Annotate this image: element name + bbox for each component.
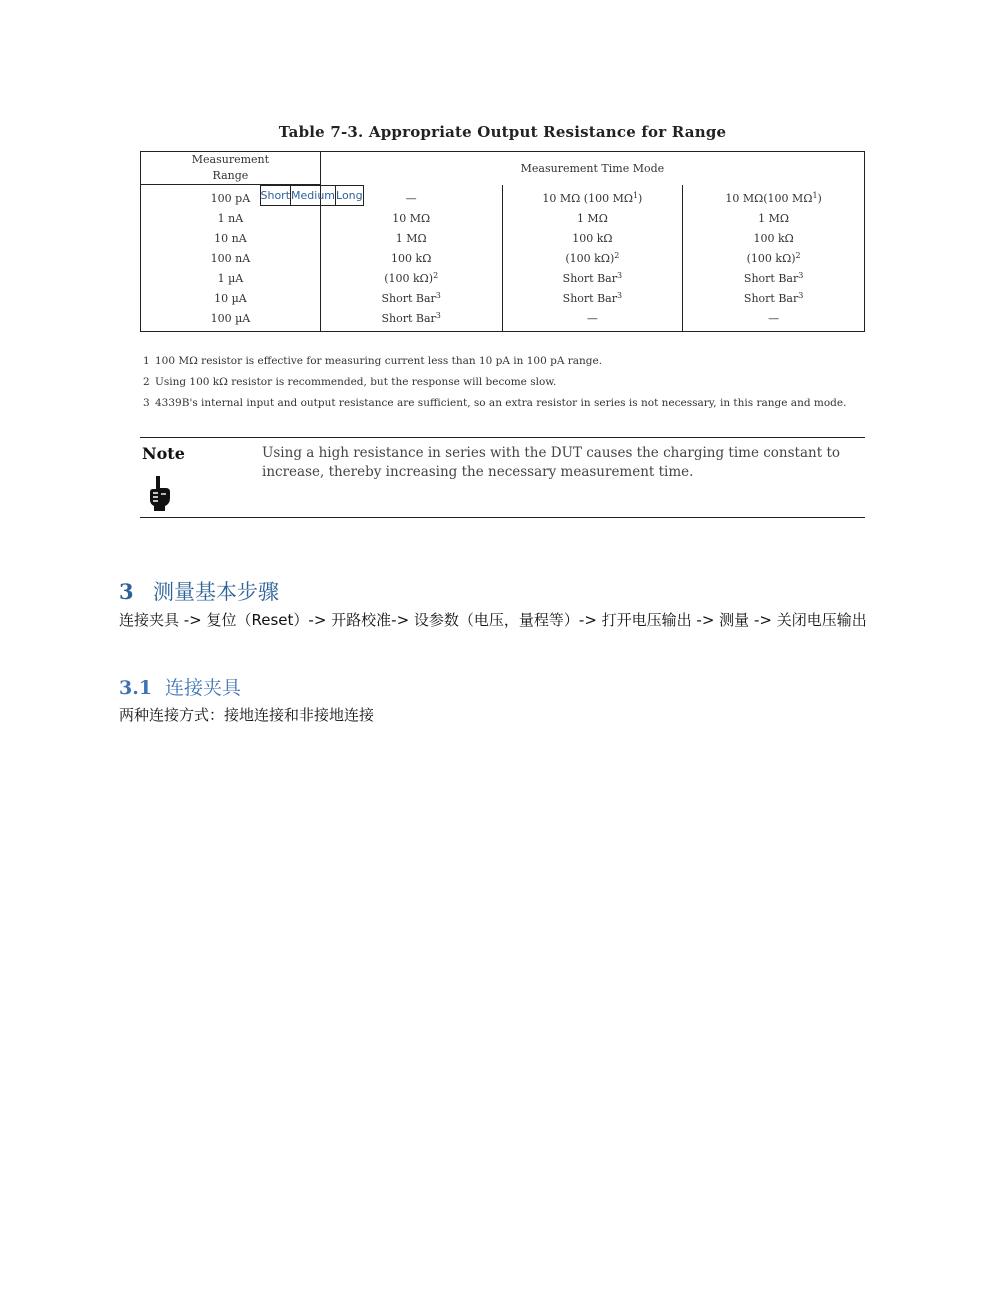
cell-short: 1 MΩ [320, 229, 502, 249]
table-body [141, 185, 865, 332]
section-title: 连接夹具 [165, 677, 242, 699]
table-caption: Table 7-3. Appropriate Output Resistance for Range [278, 123, 727, 141]
note-box [140, 437, 865, 518]
note-label: Note [142, 444, 185, 463]
table-row [141, 185, 865, 210]
cell-short: (100 kΩ)$^2$ [320, 269, 502, 289]
cell-medium: Short Bar$^3$ [502, 289, 683, 309]
cell-short: 10 MΩ [320, 209, 502, 229]
cell-medium: — [502, 309, 683, 332]
resistance-table [140, 151, 865, 332]
cell-long: Short Bar$^3$ [683, 289, 865, 309]
header-measurement-range: Measurement Range [141, 152, 321, 185]
cell-medium: 100 kΩ [502, 229, 683, 249]
cell-range: 100 µA [141, 309, 321, 332]
table-row [141, 309, 865, 332]
table-row [141, 229, 865, 249]
cell-long: 10 MΩ(100 $M\Omega^1$) [683, 185, 865, 210]
footnote: 3 4339B's internal input and output resistance are sufficient, so an extra resistor in series is not necessary, in this range and mode. [143, 397, 847, 409]
cell-medium: 1 MΩ [502, 209, 683, 229]
header-long: Long [336, 185, 364, 205]
cell-medium: (100 kΩ)$^2$ [502, 249, 683, 269]
cell-range: 1 µA [141, 269, 321, 289]
cell-short: 100 kΩ [320, 249, 502, 269]
cell-long: Short Bar$^3$ [683, 269, 865, 289]
table-row [141, 289, 865, 309]
cell-long: (100 kΩ)$^2$ [683, 249, 865, 269]
table-row [141, 269, 865, 289]
cell-range: 10 nA [141, 229, 321, 249]
cell-range: 100 nA [141, 249, 321, 269]
section-title: 测量基本步骤 [153, 580, 279, 604]
cell-short: Short Bar$^3$ [320, 289, 502, 309]
section-3-1-body: 两种连接方式：接地连接和非接地连接 [119, 706, 375, 724]
cell-medium: Short Bar$^3$ [502, 269, 683, 289]
cell-long: 100 kΩ [683, 229, 865, 249]
pointing-hand-icon [146, 474, 174, 512]
header-short: Short [260, 185, 291, 205]
cell-range: 10 µA [141, 289, 321, 309]
footnote: 2 Using 100 kΩ resistor is recommended, but the response will become slow. [143, 376, 557, 388]
footnote: 1 100 MΩ resistor is effective for measuring current less than 10 pA in 100 pA range. [143, 355, 603, 367]
cell-long: — [683, 309, 865, 332]
cell-short: Short Bar$^3$ [320, 309, 502, 332]
header-measurement-time-mode: Measurement Time Mode [320, 152, 864, 185]
note-text: Using a high resistance in series with the DUT causes the charging time constant to increase, thereby increasing the necessary measurement time. [262, 445, 840, 480]
cell-range: 1 nA [141, 209, 321, 229]
table-row [141, 249, 865, 269]
section-number: 3.1 [119, 677, 153, 699]
section-3-body: 连接夹具 -> 复位（Reset）-> 开路校准-> 设参数（电压，量程等）-> 打开电压输出 -> 测量 -> 关闭电压输出 [119, 611, 867, 629]
table-footnotes [143, 354, 865, 417]
header-medium: Medium [291, 185, 336, 205]
cell-long: 1 MΩ [683, 209, 865, 229]
cell-medium: 10 MΩ (100 $M\Omega^1$) [502, 185, 683, 210]
cell-range: 100 pA [141, 185, 321, 210]
table-row [141, 209, 865, 229]
section-3-heading [119, 576, 279, 606]
section-3-1-heading [119, 673, 241, 700]
cell-short: — [320, 185, 502, 210]
section-number: 3 [119, 579, 134, 604]
